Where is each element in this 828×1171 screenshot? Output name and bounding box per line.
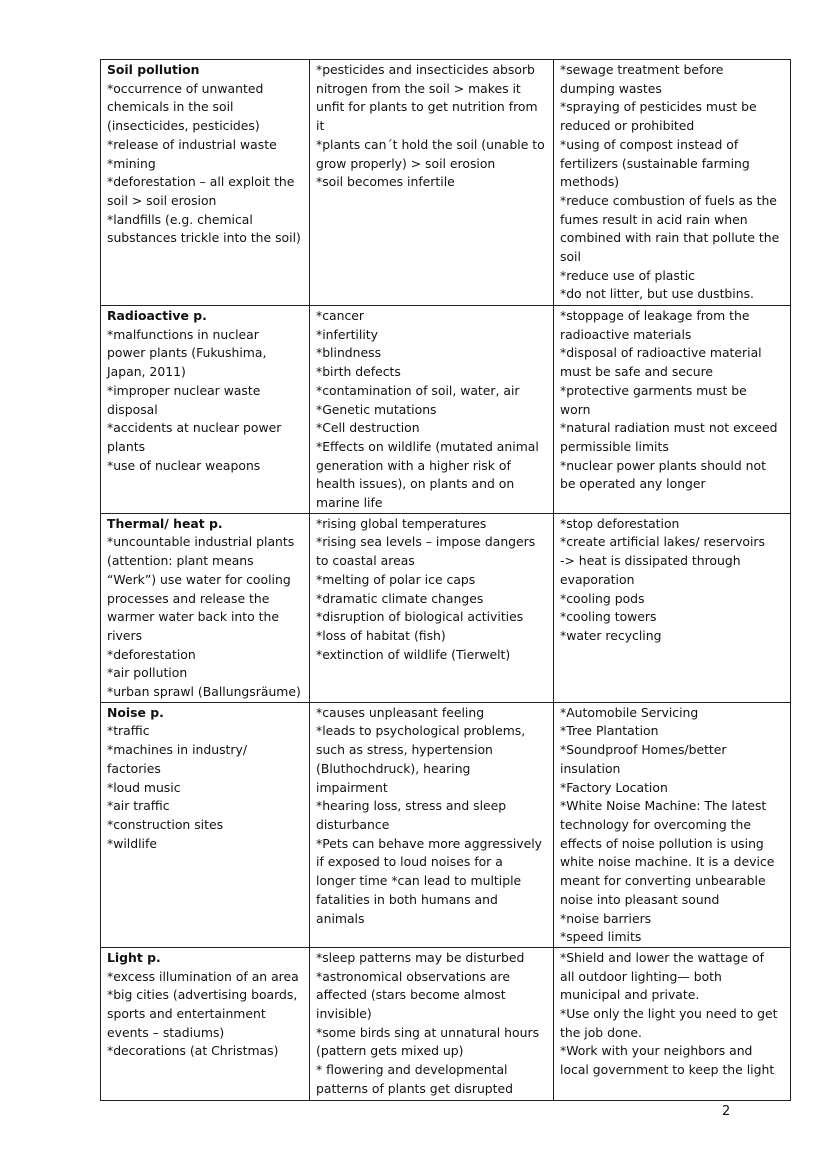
effects-cell xyxy=(310,947,554,1100)
pollution-row-noise xyxy=(101,702,791,947)
solutions-line: methods) xyxy=(560,174,620,190)
solutions-line: *speed limits xyxy=(560,929,642,945)
solutions-line: be operated any longer xyxy=(560,476,706,492)
solutions-line: *White Noise Machine: The latest xyxy=(560,798,767,814)
effects-line: patterns of plants get disrupted xyxy=(316,1080,514,1096)
solutions-cell xyxy=(554,306,791,514)
effects-line: *melting of polar ice caps xyxy=(316,571,476,587)
effects-line: *Effects on wildlife (mutated animal xyxy=(316,438,539,454)
effects-line: *Pets can behave more aggressively xyxy=(316,835,543,851)
solutions-line: *protective garments must be xyxy=(560,382,747,398)
solutions-line: municipal and private. xyxy=(560,987,700,1003)
solutions-line: *Use only the light you need to get xyxy=(560,1006,778,1022)
effects-line: *soil becomes infertile xyxy=(316,174,455,190)
pollution-type-title: Thermal/ heat p. xyxy=(107,515,223,531)
causes-cell xyxy=(101,513,310,702)
solutions-line: fertilizers (sustainable farming xyxy=(560,155,750,171)
effects-cell xyxy=(310,60,554,306)
solutions-line: *spraying of pesticides must be xyxy=(560,99,757,115)
causes-line: processes and release the xyxy=(107,590,270,606)
solutions-cell xyxy=(554,60,791,306)
solutions-line: *Factory Location xyxy=(560,779,668,795)
effects-line: *pesticides and insecticides absorb xyxy=(316,62,535,77)
causes-line: (attention: plant means xyxy=(107,553,254,569)
effects-line: animals xyxy=(316,910,365,926)
solutions-line: *reduce combustion of fuels as the xyxy=(560,192,777,208)
solutions-line: white noise machine. It is a device xyxy=(560,854,775,870)
effects-line: *birth defects xyxy=(316,364,401,380)
pollution-type-title: Noise p. xyxy=(107,704,164,720)
solutions-line: *Work with your neighbors and xyxy=(560,1043,753,1059)
effects-line: invisible) xyxy=(316,1006,372,1022)
causes-line: *landfills (e.g. chemical xyxy=(107,211,253,227)
causes-line: *loud music xyxy=(107,779,181,795)
effects-cell xyxy=(310,513,554,702)
effects-line: *plants can´t hold the soil (unable to xyxy=(316,136,545,152)
causes-line: *construction sites xyxy=(107,816,224,832)
effects-line: such as stress, hypertension xyxy=(316,742,493,758)
causes-line: *traffic xyxy=(107,723,150,739)
causes-line: *accidents at nuclear power xyxy=(107,420,282,436)
effects-line: *rising global temperatures xyxy=(316,515,487,531)
solutions-line: local government to keep the light xyxy=(560,1062,775,1078)
effects-line: *hearing loss, stress and sleep xyxy=(316,798,507,814)
effects-line: *Genetic mutations xyxy=(316,401,437,417)
causes-line: *mining xyxy=(107,155,156,171)
causes-line: sports and entertainment xyxy=(107,1006,266,1022)
effects-line: *leads to psychological problems, xyxy=(316,723,526,739)
pollution-row-radioactive xyxy=(101,306,791,514)
effects-line: generation with a higher risk of xyxy=(316,457,511,473)
solutions-line: *do not litter, but use dustbins. xyxy=(560,286,754,302)
solutions-line: *natural radiation must not exceed xyxy=(560,420,778,436)
solutions-line: *noise barriers xyxy=(560,910,652,926)
causes-line: events – stadiums) xyxy=(107,1024,225,1040)
solutions-cell xyxy=(554,702,791,947)
effects-line: impairment xyxy=(316,779,388,795)
causes-line: *machines in industry/ xyxy=(107,742,247,758)
causes-line: factories xyxy=(107,760,161,776)
solutions-line: *nuclear power plants should not xyxy=(560,457,766,473)
solutions-line: radioactive materials xyxy=(560,326,692,342)
effects-line: nitrogen from the soil > makes it xyxy=(316,80,521,96)
effects-cell xyxy=(310,306,554,514)
causes-line: *malfunctions in nuclear xyxy=(107,326,259,342)
causes-cell xyxy=(101,60,310,306)
effects-line: (pattern gets mixed up) xyxy=(316,1043,464,1059)
solutions-line: *using of compost instead of xyxy=(560,136,739,152)
effects-line: *loss of habitat (fish) xyxy=(316,627,446,643)
solutions-line: insulation xyxy=(560,760,621,776)
solutions-line: *cooling towers xyxy=(560,609,657,625)
solutions-line: *water recycling xyxy=(560,627,662,643)
pollution-type-title: Light p. xyxy=(107,949,161,965)
effects-line: (Bluthochdruck), hearing xyxy=(316,760,471,776)
effects-line: fatalities in both humans and xyxy=(316,891,498,907)
effects-line: * flowering and developmental xyxy=(316,1062,508,1078)
causes-line: *deforestation – all exploit the xyxy=(107,174,295,190)
pollution-table xyxy=(100,59,791,1101)
causes-line: *use of nuclear weapons xyxy=(107,457,261,473)
solutions-cell xyxy=(554,513,791,702)
solutions-line: evaporation xyxy=(560,571,635,587)
solutions-line: combined with rain that pollute the xyxy=(560,230,780,246)
solutions-line: dumping wastes xyxy=(560,80,662,96)
solutions-line: -> heat is dissipated through xyxy=(560,553,741,569)
pollution-type-title: Radioactive p. xyxy=(107,308,207,323)
solutions-line: meant for converting unbearable xyxy=(560,873,766,889)
solutions-line: *Shield and lower the wattage of xyxy=(560,949,764,965)
effects-line: *astronomical observations are xyxy=(316,968,510,984)
effects-cell xyxy=(310,702,554,947)
effects-line: health issues), on plants and on xyxy=(316,476,515,492)
effects-line: *extinction of wildlife (Tierwelt) xyxy=(316,646,511,662)
causes-line: power plants (Fukushima, xyxy=(107,345,267,361)
solutions-line: *stop deforestation xyxy=(560,515,680,531)
solutions-line: permissible limits xyxy=(560,438,669,454)
solutions-line: *disposal of radioactive material xyxy=(560,345,762,361)
effects-line: grow properly) > soil erosion xyxy=(316,155,496,171)
solutions-line: all outdoor lighting— both xyxy=(560,968,722,984)
effects-line: if exposed to loud noises for a xyxy=(316,854,503,870)
effects-line: *sleep patterns may be disturbed xyxy=(316,949,525,965)
effects-line: it xyxy=(316,118,325,134)
solutions-line: technology for overcoming the xyxy=(560,816,751,832)
causes-line: *improper nuclear waste xyxy=(107,382,261,398)
effects-line: longer time *can lead to multiple xyxy=(316,873,522,889)
causes-line: plants xyxy=(107,438,146,454)
effects-line: *infertility xyxy=(316,326,378,342)
causes-line: *decorations (at Christmas) xyxy=(107,1043,279,1059)
solutions-line: *reduce use of plastic xyxy=(560,267,695,283)
causes-line: *uncountable industrial plants xyxy=(107,534,295,550)
solutions-line: fumes result in acid rain when xyxy=(560,211,748,227)
causes-line: *release of industrial waste xyxy=(107,136,277,152)
causes-line: *deforestation xyxy=(107,646,196,662)
solutions-line: *Tree Plantation xyxy=(560,723,659,739)
solutions-line: worn xyxy=(560,401,591,417)
pollution-row-soil xyxy=(101,60,791,306)
causes-cell xyxy=(101,306,310,514)
causes-line: *occurrence of unwanted xyxy=(107,80,264,96)
effects-line: marine life xyxy=(316,495,383,511)
solutions-line: *create artificial lakes/ reservoirs xyxy=(560,534,765,550)
causes-line: *big cities (advertising boards, xyxy=(107,987,298,1003)
causes-cell xyxy=(101,702,310,947)
causes-line: *excess illumination of an area xyxy=(107,968,299,984)
solutions-line: *cooling pods xyxy=(560,590,645,606)
effects-line: *disruption of biological activities xyxy=(316,609,524,625)
solutions-line: the job done. xyxy=(560,1024,642,1040)
effects-line: to coastal areas xyxy=(316,553,415,569)
causes-line: (insecticides, pesticides) xyxy=(107,118,260,134)
causes-line: *urban sprawl (Ballungsräume) xyxy=(107,684,301,700)
solutions-line: *stoppage of leakage from the xyxy=(560,308,750,323)
solutions-line: *sewage treatment before xyxy=(560,62,724,77)
pollution-row-light xyxy=(101,947,791,1100)
effects-line: *contamination of soil, water, air xyxy=(316,382,520,398)
effects-line: *causes unpleasant feeling xyxy=(316,704,485,720)
effects-line: *rising sea levels – impose dangers xyxy=(316,534,536,550)
pollution-type-title: Soil pollution xyxy=(107,62,200,77)
effects-line: disturbance xyxy=(316,816,390,832)
causes-line: chemicals in the soil xyxy=(107,99,234,115)
causes-line: warmer water back into the xyxy=(107,609,279,625)
effects-line: *some birds sing at unnatural hours xyxy=(316,1024,540,1040)
solutions-line: must be safe and secure xyxy=(560,364,714,380)
causes-line: Japan, 2011) xyxy=(107,364,186,380)
causes-line: disposal xyxy=(107,401,158,417)
solutions-line: noise into pleasant sound xyxy=(560,891,720,907)
effects-line: *blindness xyxy=(316,345,382,361)
causes-line: soil > soil erosion xyxy=(107,192,217,208)
solutions-line: *Automobile Servicing xyxy=(560,704,699,720)
causes-line: *air traffic xyxy=(107,798,170,814)
solutions-cell xyxy=(554,947,791,1100)
effects-line: *dramatic climate changes xyxy=(316,590,484,606)
effects-line: unfit for plants to get nutrition from xyxy=(316,99,538,115)
causes-cell xyxy=(101,947,310,1100)
pollution-table-body xyxy=(101,60,791,1101)
causes-line: rivers xyxy=(107,627,143,643)
causes-line: “Werk”) use water for cooling xyxy=(107,571,291,587)
causes-line: substances trickle into the soil) xyxy=(107,230,301,246)
solutions-line: effects of noise pollution is using xyxy=(560,835,764,851)
solutions-line: reduced or prohibited xyxy=(560,118,695,134)
page-number: 2 xyxy=(722,1104,731,1119)
effects-line: *Cell destruction xyxy=(316,420,420,436)
effects-line: *cancer xyxy=(316,308,364,323)
effects-line: affected (stars become almost xyxy=(316,987,506,1003)
pollution-row-thermal xyxy=(101,513,791,702)
solutions-line: soil xyxy=(560,249,581,265)
solutions-line: *Soundproof Homes/better xyxy=(560,742,727,758)
causes-line: *air pollution xyxy=(107,665,188,681)
causes-line: *wildlife xyxy=(107,835,157,851)
